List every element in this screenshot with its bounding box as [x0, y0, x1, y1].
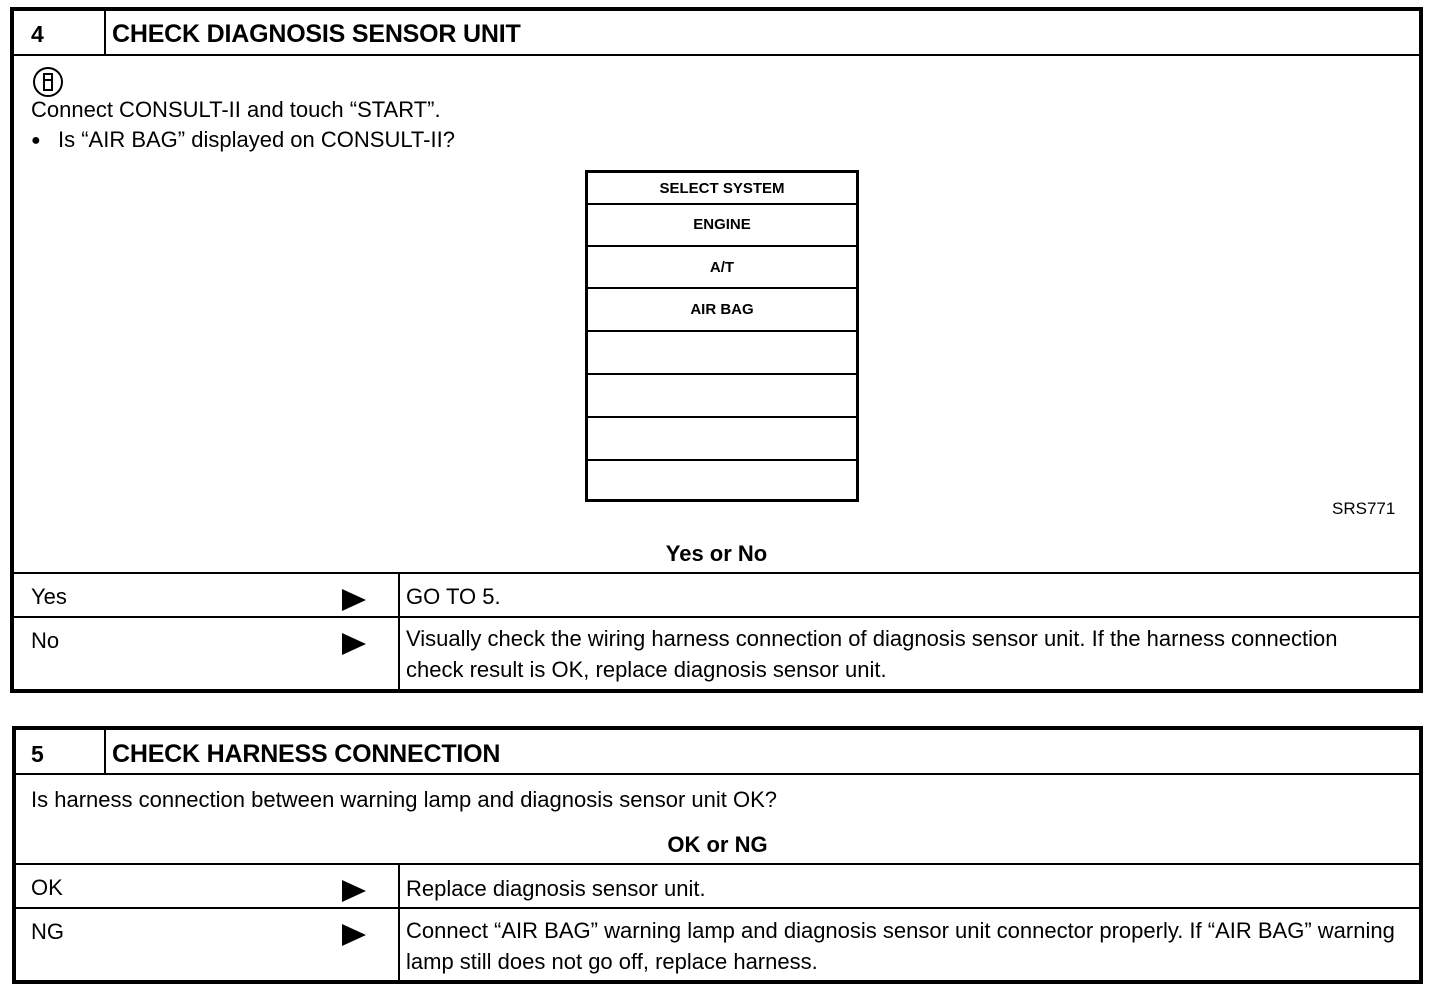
arrow-icon [342, 633, 366, 655]
step-number: 5 [31, 741, 44, 767]
answer-ok: OK [31, 875, 63, 900]
consult-ii-icon [33, 67, 63, 97]
bullet-icon: ● [31, 132, 41, 149]
step-title: CHECK HARNESS CONNECTION [112, 740, 501, 768]
question-text: Is “AIR BAG” displayed on CONSULT-II? [58, 127, 455, 152]
select-system-header: SELECT SYSTEM [659, 180, 785, 197]
arrow-icon [342, 924, 366, 946]
answer-yes: Yes [31, 584, 67, 609]
arrow-icon [342, 880, 366, 902]
menu-item-engine[interactable]: ENGINE [693, 216, 751, 233]
figure-code: SRS771 [1332, 499, 1396, 518]
answer-no: No [31, 628, 60, 653]
select-system-screen [585, 170, 859, 502]
step-number: 4 [31, 21, 44, 47]
action-yes: GO TO 5. [406, 584, 501, 609]
result-heading: Yes or No [665, 541, 768, 566]
action-ok: Replace diagnosis sensor unit. [406, 876, 706, 901]
arrow-icon [342, 589, 366, 611]
menu-item-air-bag[interactable]: AIR BAG [690, 301, 754, 318]
step-title: CHECK DIAGNOSIS SENSOR UNIT [112, 20, 521, 48]
result-heading: OK or NG [667, 832, 768, 857]
question-text: Is harness connection between warning lamp and diagnosis sensor unit OK? [31, 787, 778, 812]
action-no: Visually check the wiring harness connection of diagnosis sensor unit. If the harness connection check result is OK, replace diagnosis sensor unit. [406, 626, 1338, 682]
step-5-table [12, 726, 1423, 984]
action-ng: Connect “AIR BAG” warning lamp and diagnosis sensor unit connector properly. If “AIR BAG” warning lamp still does not go off, replace harness. [406, 918, 1395, 974]
instruction-text: Connect CONSULT-II and touch “START”. [31, 97, 441, 122]
menu-item-at[interactable]: A/T [709, 259, 735, 276]
answer-ng: NG [31, 919, 64, 944]
